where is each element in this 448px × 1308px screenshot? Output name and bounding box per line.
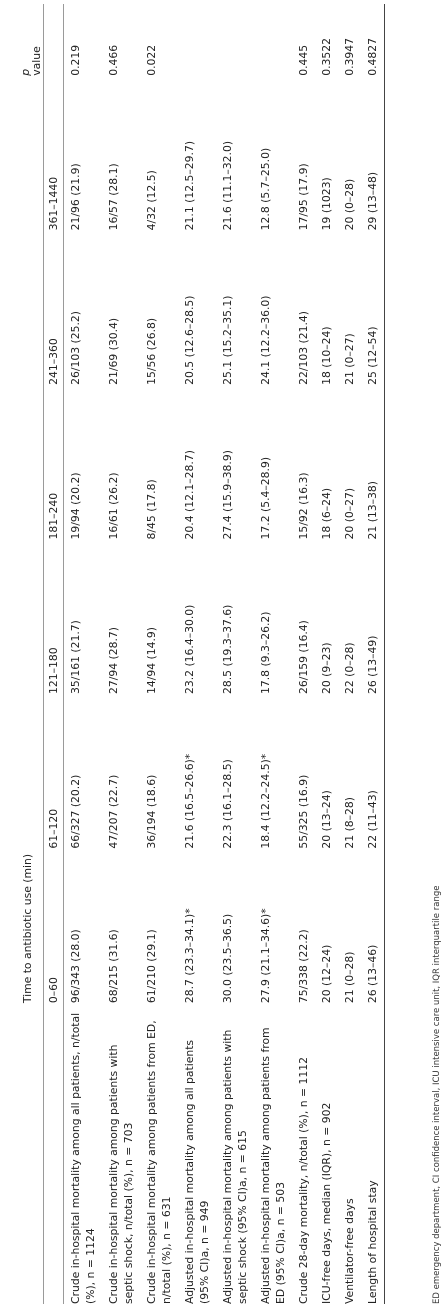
table-cell: 36/194 (18.6) <box>145 774 158 849</box>
table-cell: 25.1 (15.2–35.1) <box>221 295 234 385</box>
table-cell: 21 (0–28) <box>343 951 356 1004</box>
row-label: Adjusted in-hospital mortality among all patients (95% CI)a, n = 949 <box>183 1039 211 1304</box>
mortality-table <box>20 4 385 1304</box>
table-row <box>338 4 361 1304</box>
table-cell: 16/61 (26.2) <box>107 472 120 540</box>
table-row <box>315 4 338 1304</box>
table-body <box>64 4 385 1304</box>
row-label: Ventilator-free days <box>343 1198 356 1304</box>
table-cell: 21.6 (11.1–32.0) <box>221 140 234 231</box>
row-label: Adjusted in-hospital mortality among patients from ED (95% CI)a, n = 503 <box>259 1027 287 1304</box>
table-cell: 18.4 (12.2–24.5)* <box>259 753 272 849</box>
table-cell: 24.1 (12.2–36.0) <box>259 295 272 385</box>
table-cell: 26/103 (25.2) <box>69 311 82 385</box>
group-label: Time to antibiotic use (min) <box>21 853 34 1004</box>
table-cell: 23.2 (16.4–30.0) <box>183 604 196 695</box>
table-cell: 21/96 (21.9) <box>69 163 82 231</box>
table-cell: 20 (0–27) <box>343 487 356 540</box>
table-cell: 27/94 (28.7) <box>107 627 120 695</box>
table-cell: 18 (6–24) <box>320 487 333 540</box>
table-cell: 47/207 (22.7) <box>107 774 120 849</box>
table-row <box>102 4 140 1304</box>
table-cell: 21/69 (30.4) <box>107 317 120 385</box>
table-cell: 19 (1023) <box>320 177 333 231</box>
table-row <box>292 4 315 1304</box>
table-cell: 8/45 (17.8) <box>145 479 158 540</box>
table-cell: 28.7 (23.3–34.1)* <box>183 908 196 1004</box>
table-cell: 27.4 (15.9–38.9) <box>221 450 234 540</box>
p-value-cell <box>178 4 216 76</box>
column-header: 61–120 <box>44 694 64 849</box>
table-cell: 22 (11–43) <box>361 694 385 849</box>
column-header: 181–240 <box>44 385 64 540</box>
column-header: 0–60 <box>44 849 64 1004</box>
p-value-cell: 0.022 <box>145 44 158 76</box>
table-cell: 17.8 (9.3–26.2) <box>259 611 272 695</box>
table-cell: 17/95 (17.9) <box>297 163 310 231</box>
table-cell: 16/57 (28.1) <box>107 163 120 231</box>
table-cell: 68/215 (31.6) <box>107 929 120 1004</box>
row-label: Crude 28-day mortality, n/total (%), n = 1112 <box>297 1057 310 1304</box>
column-header: 241–360 <box>44 230 64 385</box>
table-cell: 14/94 (14.9) <box>145 627 158 695</box>
row-label: ICU-free days, median (IQR), n = 902 <box>320 1102 333 1304</box>
table-cell: 20 (0–28) <box>343 178 356 231</box>
table-cell: 21.6 (16.5–26.6)* <box>183 753 196 849</box>
p-value-cell <box>254 4 292 76</box>
column-header: 361–1440 <box>44 76 64 231</box>
table-cell: 29 (13–48) <box>361 76 385 231</box>
table-cell: 4/32 (12.5) <box>145 170 158 231</box>
row-label: Crude in-hospital mortality among patients from ED, n/total (%), n = 631 <box>145 1020 173 1304</box>
p-label: p <box>19 68 32 76</box>
table-cell: 12.8 (5.7–25.0) <box>259 147 272 231</box>
p-value-cell <box>216 4 254 76</box>
row-label: Length of hospital stay <box>361 1003 385 1304</box>
p-value-cell: 0.3522 <box>320 38 333 76</box>
header-row-columns <box>44 4 64 1304</box>
table-cell: 21 (13–38) <box>361 385 385 540</box>
row-label: Crude in-hospital mortality among patients with septic shock, n/total (%), n = 703 <box>107 1044 135 1304</box>
table-row <box>216 4 254 1304</box>
table-cell: 66/327 (20.2) <box>69 774 82 849</box>
header-row-group <box>20 4 44 1304</box>
table-cell: 96/343 (28.0) <box>69 929 82 1004</box>
table-cell: 30.0 (23.5–36.5) <box>221 913 234 1004</box>
p-value-cell: 0.445 <box>297 44 310 76</box>
table-cell: 28.5 (19.3–37.6) <box>221 604 234 695</box>
table-cell: 19/94 (20.2) <box>69 472 82 540</box>
table-cell: 21 (8–28) <box>343 796 356 849</box>
table-cell: 15/92 (16.3) <box>297 472 310 540</box>
table-cell: 25 (12–54) <box>361 230 385 385</box>
table-row <box>140 4 178 1304</box>
table-row <box>361 4 385 1304</box>
table-cell: 26 (13–46) <box>361 849 385 1004</box>
table-cell: 20 (12–24) <box>320 944 333 1004</box>
table-cell: 61/210 (29.1) <box>145 929 158 1004</box>
column-header: 121–180 <box>44 539 64 694</box>
table-cell: 26/159 (16.4) <box>297 620 310 695</box>
footnote: ED emergency department, CI confidence interval, ICU intensive care unit, IQR interquartile range <box>432 885 442 1304</box>
table-cell: 20 (9–23) <box>320 642 333 695</box>
table-row <box>64 4 103 1304</box>
p-value-cell: 0.466 <box>107 44 120 76</box>
table-cell: 21 (0–27) <box>343 333 356 385</box>
table-cell: 20 (13–24) <box>320 790 333 849</box>
table-cell: 17.2 (5.4–28.9) <box>259 456 272 540</box>
table-cell: 20.5 (12.6–28.5) <box>183 295 196 385</box>
table-cell: 15/56 (26.8) <box>145 317 158 385</box>
table-cell: 55/325 (16.9) <box>297 774 310 849</box>
row-label: Crude in-hospital mortality among all patients, n/total (%), n = 1124 <box>69 1012 97 1304</box>
table-cell: 75/338 (22.2) <box>297 929 310 1004</box>
row-label: Adjusted in-hospital mortality among patients with septic shock (95% CI)a, n = 615 <box>221 1029 249 1304</box>
table-cell: 22/103 (21.4) <box>297 311 310 385</box>
table-cell: 22 (0–28) <box>343 642 356 695</box>
p-value-cell: 0.4827 <box>361 4 385 76</box>
value-label: value <box>30 46 43 76</box>
table-row <box>178 4 216 1304</box>
table-row <box>254 4 292 1304</box>
table-cell: 21.1 (12.5–29.7) <box>183 140 196 231</box>
p-value-cell: 0.3947 <box>343 38 356 76</box>
table-cell: 18 (10–24) <box>320 326 333 385</box>
p-value-cell: 0.219 <box>69 44 82 76</box>
table-cell: 35/161 (21.7) <box>69 620 82 695</box>
table-cell: 26 (13–49) <box>361 539 385 694</box>
table-cell: 27.9 (21.1–34.6)* <box>259 908 272 1004</box>
table-cell: 22.3 (16.1–28.5) <box>221 759 234 849</box>
p-header <box>20 4 44 76</box>
table-cell: 20.4 (12.1–28.7) <box>183 450 196 540</box>
